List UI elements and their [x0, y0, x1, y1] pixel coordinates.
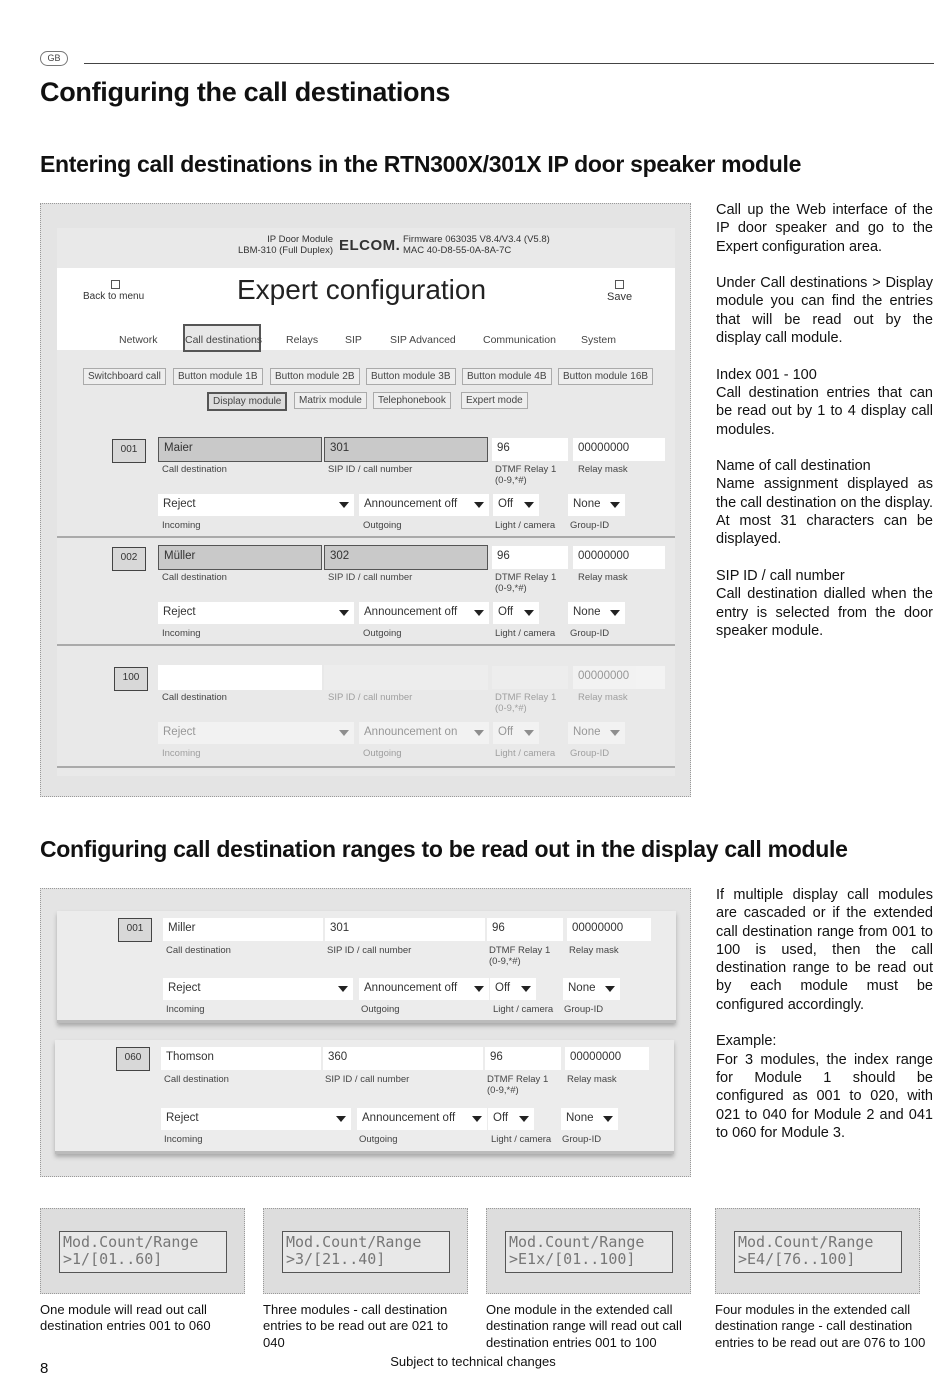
firmware-info: Firmware 063035 V8.4/V3.4 (V5.8) MAC 40-D8-55-0A-8A-7C — [403, 234, 550, 256]
save-checkbox-icon[interactable] — [615, 280, 624, 289]
section2-description — [716, 886, 933, 1142]
incoming-select[interactable]: Reject — [161, 1108, 351, 1130]
display-example-2 — [263, 1208, 468, 1294]
sip-id-input[interactable]: 302 — [324, 545, 488, 570]
tab-sip[interactable]: SIP — [345, 334, 362, 346]
entry-row — [57, 662, 675, 772]
entry-index: 001 — [112, 439, 146, 463]
relay-mask-label: Relay mask — [578, 572, 628, 583]
chevron-down-icon — [474, 610, 484, 616]
group-id-select[interactable]: None — [568, 602, 625, 624]
incoming-label: Incoming — [162, 520, 201, 531]
entry-row — [57, 542, 675, 650]
section2-heading: Configuring call destination ranges to be read out in the display call module — [40, 836, 848, 862]
entry-index: 001 — [118, 918, 152, 942]
row-divider — [57, 644, 675, 646]
lcd-screen: Mod.Count/Range >E4/[76..100] — [734, 1231, 902, 1273]
sip-id-label: SIP ID / call number — [328, 572, 413, 583]
dtmf-label: DTMF Relay 1 (0-9,*#) — [487, 1074, 549, 1096]
dtmf-label: DTMF Relay 1 (0-9,*#) — [495, 572, 557, 594]
paragraph: Under Call destinations > Display module you can find the entries that will be read out by the display call module. — [716, 275, 933, 347]
dtmf-label: DTMF Relay 1 (0-9,*#) — [495, 692, 557, 714]
chevron-down-icon — [521, 986, 531, 992]
group-id-select[interactable]: None — [563, 978, 620, 1000]
entry-index: 002 — [112, 547, 146, 571]
call-destination-label: Call destination — [164, 1074, 229, 1085]
light-camera-select[interactable]: Off — [493, 722, 539, 744]
header-rule — [84, 63, 934, 64]
paragraph: If multiple display call modules are cascaded or if the extended call destination range from 001 to 100 is used, then the call destination range to be read out by each module must be configured accordingly. — [716, 887, 933, 1013]
title-bar — [57, 268, 675, 350]
paragraph: Example: For 3 modules, the index range for Module 1 should be configured as 001 to 020, with 021 to 040 for Module 2 and 041 to 060 for Module 3. — [716, 1033, 933, 1141]
sip-id-label: SIP ID / call number — [325, 1074, 410, 1085]
range-config-screenshot — [40, 888, 691, 1177]
incoming-label: Incoming — [162, 628, 201, 639]
dtmf-label: DTMF Relay 1 (0-9,*#) — [489, 945, 551, 967]
light-camera-label: Light / camera — [495, 748, 556, 759]
tab-sip-advanced[interactable]: SIP Advanced — [390, 334, 456, 346]
subtab-switchboard-call[interactable]: Switchboard call — [83, 368, 166, 385]
paragraph: Name of call destination Name assignment displayed as the call destination on the display. At most 31 characters can be displayed. — [716, 458, 933, 548]
display-caption-2: Three modules - call destination entries to be read out are 021 to 040 — [263, 1302, 449, 1350]
relay-mask-label: Relay mask — [569, 945, 619, 956]
outgoing-select[interactable]: Announcement off — [359, 978, 489, 1000]
call-destination-input[interactable]: Thomson — [161, 1047, 321, 1070]
chevron-down-icon — [472, 1116, 482, 1122]
subtab-telephonebook[interactable]: Telephonebook — [373, 392, 451, 409]
display-example-1 — [40, 1208, 245, 1294]
lcd-screen: Mod.Count/Range >3/[21..40] — [282, 1231, 450, 1273]
footer-note: Subject to technical changes — [390, 1354, 556, 1369]
sip-id-input[interactable]: 301 — [325, 918, 485, 941]
tab-call-destinations[interactable]: Call destinations — [185, 334, 263, 346]
paragraph: Index 001 - 100 Call destination entries that can be read out by 1 to 4 display call modules. — [716, 366, 933, 438]
paragraph: Call up the Web interface of the IP door speaker and go to the Expert configuration area. — [716, 202, 933, 255]
entry-index: 100 — [114, 667, 148, 691]
page-number: 8 — [40, 1360, 49, 1377]
chevron-down-icon — [610, 610, 620, 616]
call-destination-label: Call destination — [162, 572, 227, 583]
outgoing-select[interactable]: Announcement off — [359, 494, 489, 516]
subtab-button-module-4b[interactable]: Button module 4B — [462, 368, 552, 385]
group-id-label: Group-ID — [562, 1134, 602, 1145]
section1-description — [716, 201, 933, 640]
chevron-down-icon — [519, 1116, 529, 1122]
chevron-down-icon — [610, 502, 620, 508]
tab-network[interactable]: Network — [119, 334, 158, 346]
dtmf-label: DTMF Relay 1 (0-9,*#) — [495, 464, 557, 486]
group-id-select[interactable]: None — [568, 722, 625, 744]
web-ui-panel — [57, 228, 675, 776]
incoming-select[interactable]: Reject — [163, 978, 353, 1000]
light-camera-select[interactable]: Off — [490, 978, 536, 1000]
call-destination-label: Call destination — [162, 464, 227, 475]
row-divider — [57, 766, 675, 768]
display-caption-4: Four modules in the extended call destination range - call destination entries to be read out are 076 to 100 — [715, 1302, 926, 1350]
dtmf-input[interactable]: 96 — [487, 918, 563, 941]
relay-mask-input[interactable]: 00000000 — [565, 1047, 649, 1070]
relay-mask-input[interactable]: 00000000 — [573, 438, 665, 461]
subtab-button-module-2b[interactable]: Button module 2B — [270, 368, 360, 385]
chevron-down-icon — [339, 502, 349, 508]
chevron-down-icon — [339, 730, 349, 736]
outgoing-label: Outgoing — [361, 1004, 400, 1015]
group-id-select[interactable]: None — [561, 1108, 618, 1130]
light-camera-select[interactable]: Off — [493, 602, 539, 624]
group-id-label: Group-ID — [570, 520, 610, 531]
dtmf-input[interactable] — [492, 666, 568, 689]
display-example-4 — [715, 1208, 920, 1294]
subtab-button-module-3b[interactable]: Button module 3B — [366, 368, 456, 385]
call-destination-input[interactable] — [158, 665, 322, 690]
group-id-label: Group-ID — [570, 628, 610, 639]
display-caption-3: One module in the extended call destination range will read out call destination entries 001 to 100 — [486, 1302, 682, 1350]
chevron-down-icon — [524, 730, 534, 736]
group-id-label: Group-ID — [564, 1004, 604, 1015]
relay-mask-input[interactable]: 00000000 — [573, 666, 665, 689]
call-destination-label: Call destination — [162, 692, 227, 703]
relay-mask-input[interactable]: 00000000 — [567, 918, 651, 941]
chevron-down-icon — [605, 986, 615, 992]
lcd-screen: Mod.Count/Range >E1x/[01..100] — [505, 1231, 673, 1273]
subtab-button-module-16b[interactable]: Button module 16B — [558, 368, 653, 385]
subtab-button-module-1b[interactable]: Button module 1B — [173, 368, 263, 385]
display-example-3 — [486, 1208, 691, 1294]
section1-heading: Entering call destinations in the RTN300X/301X IP door speaker module — [40, 151, 802, 177]
group-id-select[interactable]: None — [568, 494, 625, 516]
sip-id-label: SIP ID / call number — [327, 945, 412, 956]
outgoing-label: Outgoing — [363, 520, 402, 531]
light-camera-label: Light / camera — [495, 520, 556, 531]
paragraph: SIP ID / call number Call destination dialled when the entry is selected from the door speaker module. — [716, 567, 933, 639]
chevron-down-icon — [474, 730, 484, 736]
outgoing-select[interactable]: Announcement on — [359, 722, 489, 744]
sip-id-label: SIP ID / call number — [328, 464, 413, 475]
light-camera-label: Light / camera — [491, 1134, 552, 1145]
entry-row — [57, 434, 675, 542]
row-divider — [57, 536, 675, 538]
incoming-label: Incoming — [164, 1134, 203, 1145]
subtab-display-module[interactable]: Display module — [207, 392, 287, 411]
incoming-label: Incoming — [162, 748, 201, 759]
sip-id-label: SIP ID / call number — [328, 692, 413, 703]
incoming-select[interactable]: Reject — [158, 602, 354, 624]
light-camera-label: Light / camera — [493, 1004, 554, 1015]
tab-system[interactable]: System — [581, 334, 617, 346]
relay-mask-label: Relay mask — [578, 692, 628, 703]
chevron-down-icon — [338, 986, 348, 992]
incoming-select[interactable]: Reject — [158, 494, 354, 516]
incoming-label: Incoming — [166, 1004, 205, 1015]
sip-id-input[interactable]: 360 — [323, 1047, 483, 1070]
outgoing-label: Outgoing — [359, 1134, 398, 1145]
chevron-down-icon — [524, 502, 534, 508]
lcd-screen: Mod.Count/Range >1/[01..60] — [59, 1231, 227, 1273]
page-title: Configuring the call destinations — [40, 77, 451, 107]
light-camera-select[interactable]: Off — [493, 494, 539, 516]
subtab-matrix-module[interactable]: Matrix module — [294, 392, 367, 409]
display-caption-1: One module will read out call destination entries 001 to 060 — [40, 1302, 211, 1334]
entry-card — [55, 1040, 674, 1154]
call-destination-label: Call destination — [166, 945, 231, 956]
relay-mask-input[interactable]: 00000000 — [573, 546, 665, 569]
relay-mask-label: Relay mask — [578, 464, 628, 475]
incoming-select[interactable]: Reject — [158, 722, 354, 744]
relay-mask-label: Relay mask — [567, 1074, 617, 1085]
expert-config-screenshot — [40, 203, 691, 797]
call-destination-input[interactable]: Müller — [158, 545, 322, 570]
chevron-down-icon — [336, 1116, 346, 1122]
call-destination-input[interactable]: Maier — [158, 437, 322, 462]
tab-relays[interactable]: Relays — [286, 334, 319, 346]
brand-logo: ELCOM. — [339, 237, 401, 254]
light-camera-label: Light / camera — [495, 628, 556, 639]
sip-id-input[interactable]: 301 — [324, 437, 488, 462]
dtmf-input[interactable]: 96 — [485, 1047, 561, 1070]
save-button[interactable]: Save — [607, 291, 633, 303]
call-destination-input[interactable]: Miller — [163, 918, 323, 941]
outgoing-label: Outgoing — [363, 628, 402, 639]
outgoing-select[interactable]: Announcement off — [359, 602, 489, 624]
chevron-down-icon — [474, 502, 484, 508]
chevron-down-icon — [339, 610, 349, 616]
entry-card — [57, 911, 676, 1023]
outgoing-select[interactable]: Announcement off — [357, 1108, 487, 1130]
back-checkbox-icon[interactable] — [111, 280, 120, 289]
group-id-label: Group-ID — [570, 748, 610, 759]
sip-id-input[interactable] — [324, 665, 488, 690]
chevron-down-icon — [603, 1116, 613, 1122]
language-badge: GB — [40, 51, 68, 66]
tab-communication[interactable]: Communication — [483, 334, 556, 346]
dtmf-input[interactable]: 96 — [492, 438, 568, 461]
entry-index: 060 — [116, 1047, 150, 1071]
subtab-expert-mode[interactable]: Expert mode — [461, 392, 528, 409]
dtmf-input[interactable]: 96 — [492, 546, 568, 569]
chevron-down-icon — [474, 986, 484, 992]
light-camera-select[interactable]: Off — [488, 1108, 534, 1130]
expert-config-title: Expert configuration — [237, 274, 487, 305]
chevron-down-icon — [610, 730, 620, 736]
back-to-menu-link[interactable]: Back to menu — [83, 291, 145, 302]
outgoing-label: Outgoing — [363, 748, 402, 759]
chevron-down-icon — [524, 610, 534, 616]
device-info: IP Door Module LBM-310 (Full Duplex) — [237, 234, 333, 256]
